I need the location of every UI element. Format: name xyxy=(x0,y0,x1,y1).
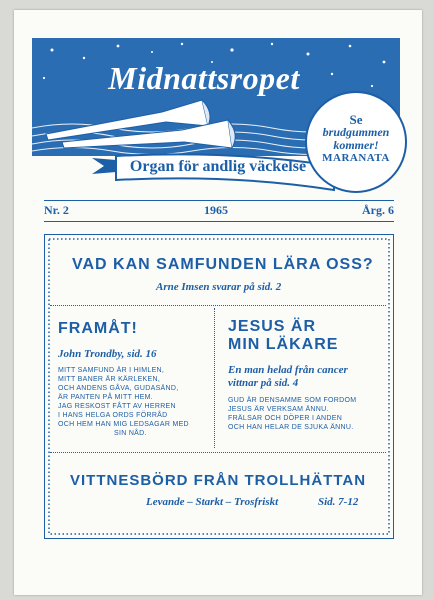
issue-volume: Årg. 6 xyxy=(362,203,394,217)
issue-info xyxy=(44,203,394,219)
poem-line: OCH HEM HAN MIG LEDSAGAR MED xyxy=(58,421,189,428)
magazine-subtitle: Organ för andlig väckelse xyxy=(129,158,307,175)
bottom-tagline: Levande – Starkt – Trosfriskt xyxy=(146,496,279,508)
slogan-bubble xyxy=(305,91,407,193)
bottom-pages: Sid. 7-12 xyxy=(318,496,359,508)
bubble-line-2: brudgummen xyxy=(322,125,390,139)
issue-number: Nr. 2 xyxy=(44,203,69,217)
right-byline-line: En man helad från cancer xyxy=(228,364,348,376)
right-text xyxy=(228,396,356,432)
right-byline-line: vittnar på sid. 4 xyxy=(228,377,299,389)
divider-top xyxy=(50,305,386,306)
lead-headline: VAD KAN SAMFUNDEN LÄRA OSS? xyxy=(72,256,374,273)
left-headline: FRAMÅT! xyxy=(58,320,138,337)
right-headline-line: MIN LÄKARE xyxy=(228,336,339,353)
issue-year: 1965 xyxy=(204,203,228,217)
text-line: JESUS ÄR VERKSAM ÄNNU. xyxy=(228,406,329,413)
right-headline xyxy=(228,318,338,354)
text-line: FRÄLSAR OCH DÖPER I ANDEN xyxy=(228,415,343,422)
bubble-line-4: MARANATA xyxy=(322,152,390,164)
bottom-rule xyxy=(44,221,394,222)
magazine-title: Midnattsropet xyxy=(108,60,300,96)
text-line: OCH HAN HELAR DE SJUKA ÄNNU. xyxy=(228,424,354,431)
left-byline: John Trondby, sid. 16 xyxy=(58,348,157,360)
right-byline xyxy=(228,364,348,390)
left-poem xyxy=(58,366,189,438)
poem-line: MITT SAMFUND ÄR I HIMLEN, xyxy=(58,367,165,374)
divider-bottom xyxy=(50,452,386,453)
poem-line: ÄR PANTEN PÅ MITT HEM. xyxy=(58,394,154,401)
poem-line: SIN NÅD. xyxy=(114,430,147,437)
poem-line: MITT BANER ÄR KÄRLEKEN, xyxy=(58,376,161,383)
lead-byline: Arne Imsen svarar på sid. 2 xyxy=(156,281,282,293)
poem-line: JAG RESKOST FÅTT AV HERREN xyxy=(58,403,176,410)
poem-line: I HANS HELGA ORDS FÖRRÅD xyxy=(58,412,168,419)
bottom-headline: VITTNESBÖRD FRÅN TROLLHÄTTAN xyxy=(70,472,367,489)
poem-line: OCH ANDENS GÅVA, GUDASÄND, xyxy=(58,385,179,392)
right-headline-line: JESUS ÄR xyxy=(228,318,317,335)
divider-vertical xyxy=(214,308,215,448)
bubble-line-3: kommer! xyxy=(333,138,379,152)
text-line: GUD ÄR DENSAMME SOM FORDOM xyxy=(228,397,357,404)
bubble-line-1: Se xyxy=(349,112,363,127)
top-rule xyxy=(44,200,394,201)
